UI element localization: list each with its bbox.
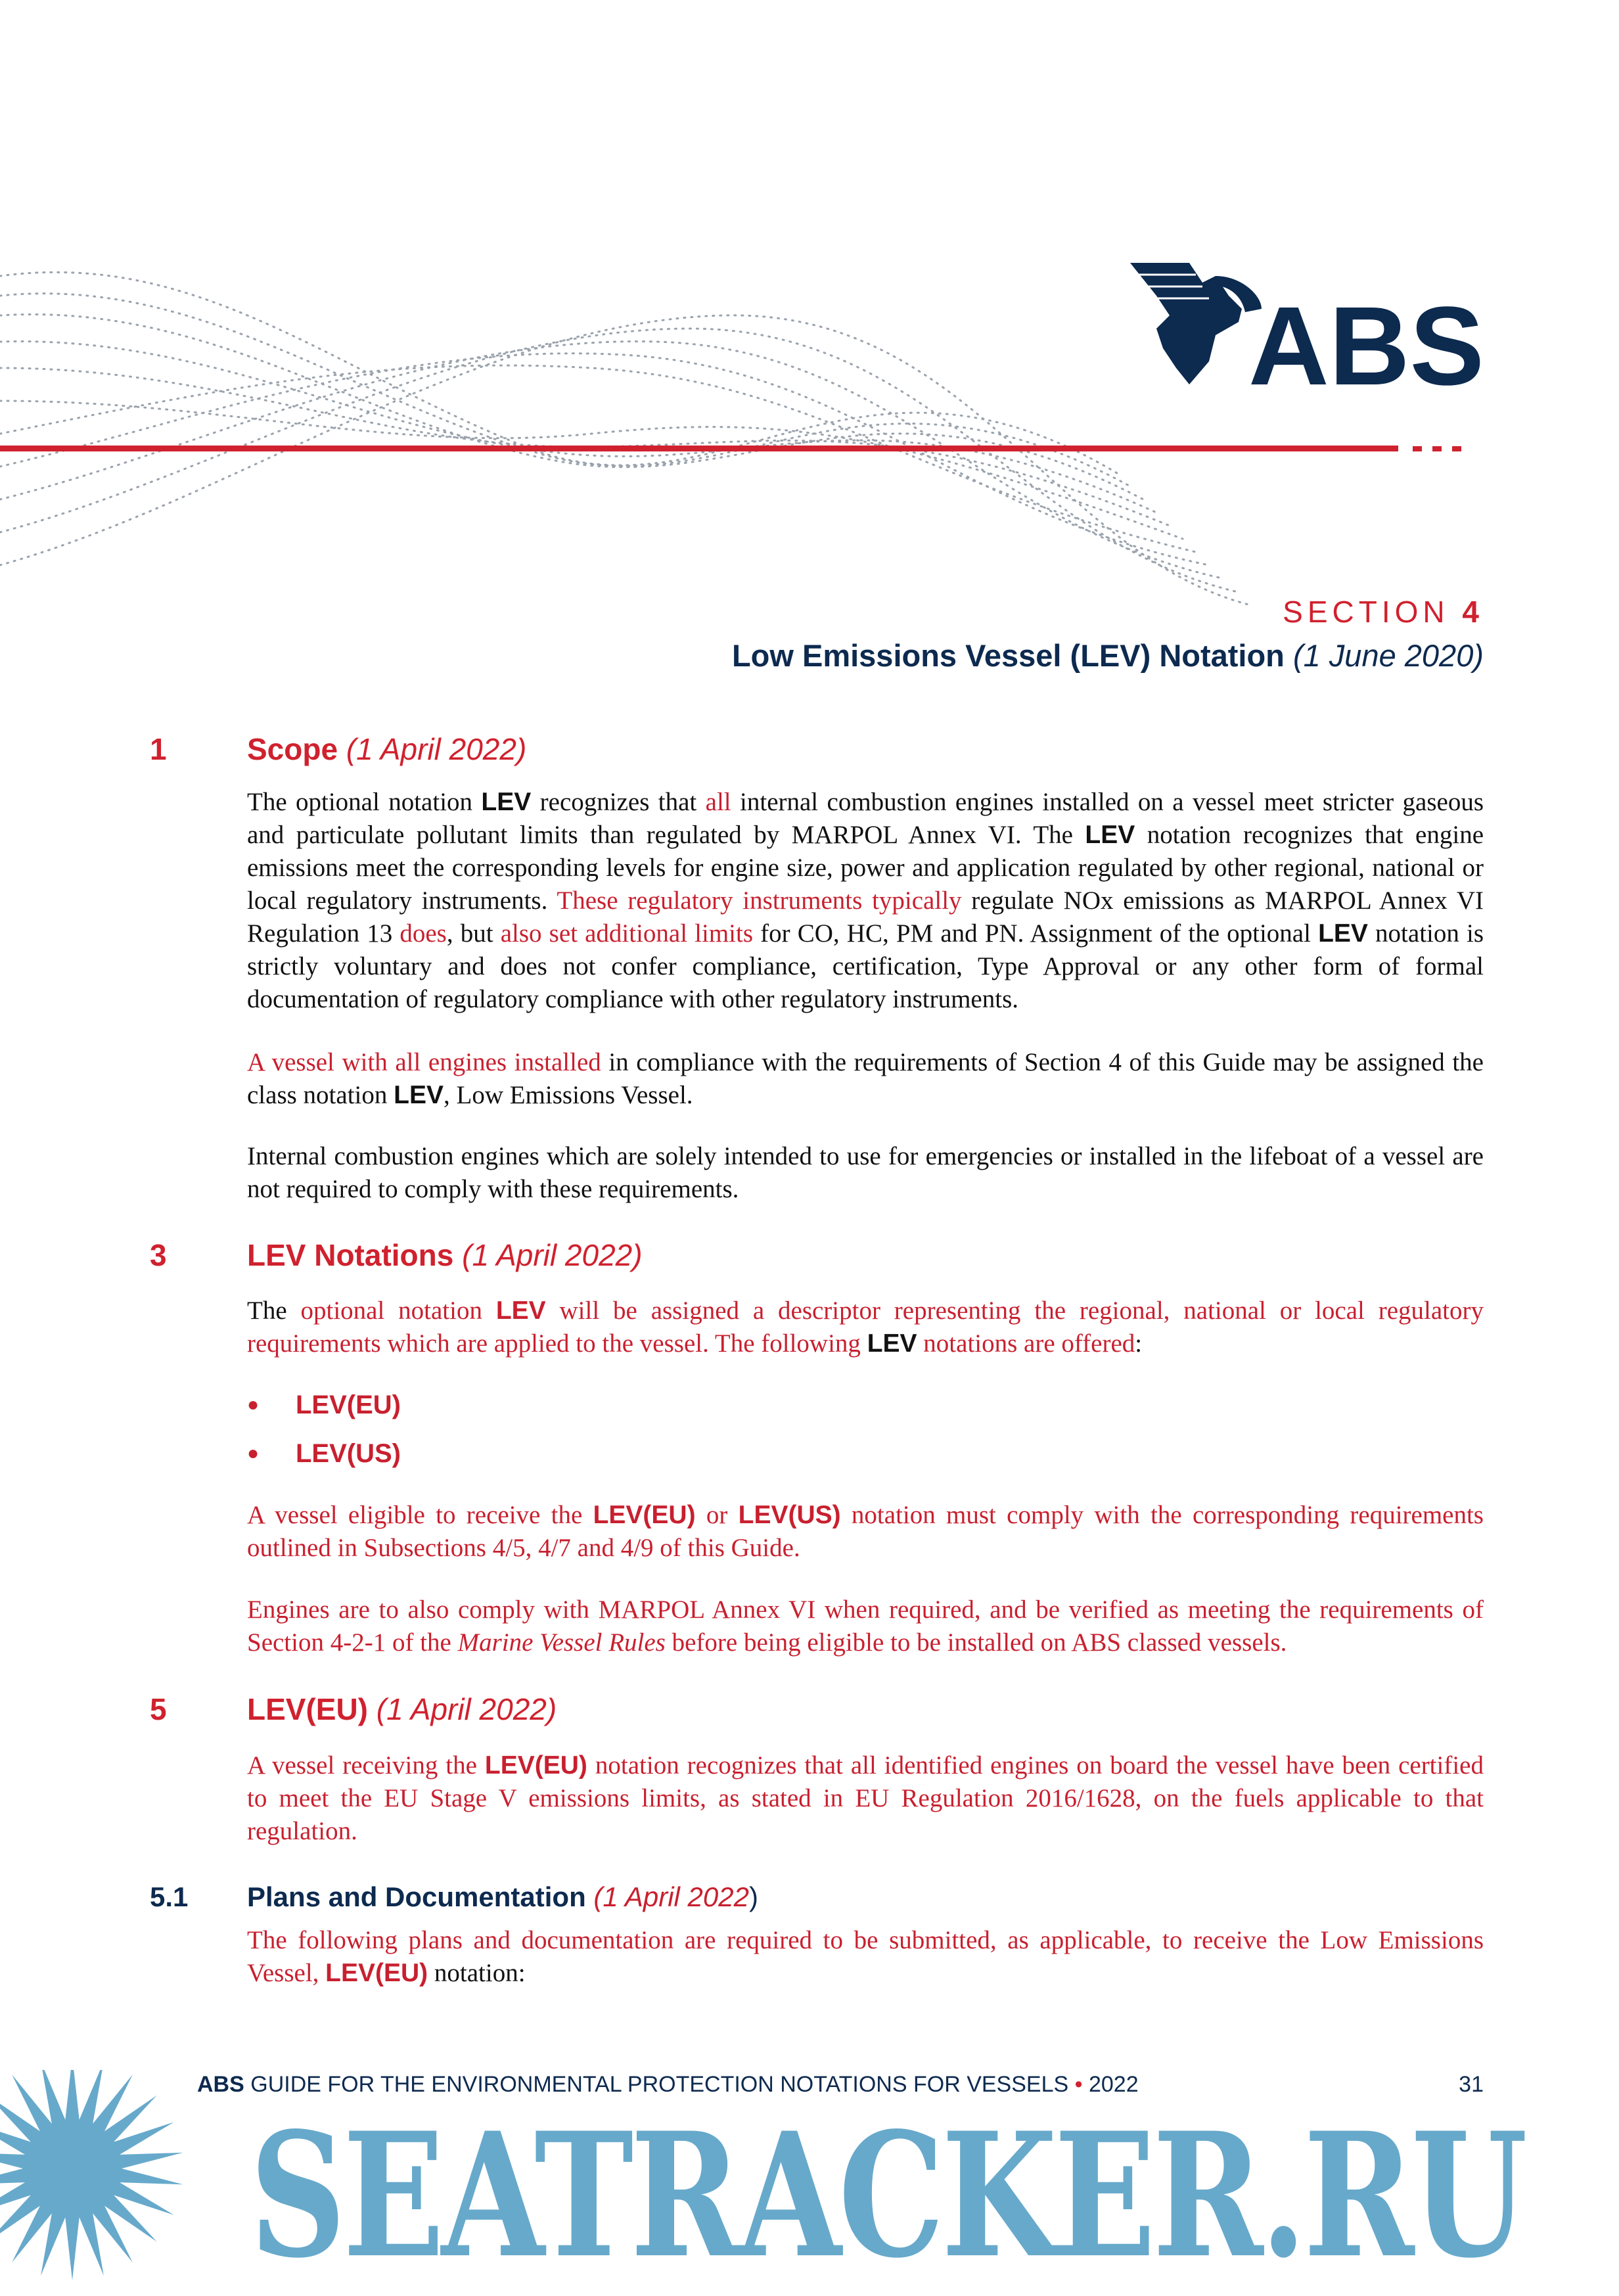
sunburst-shape: [0, 2070, 183, 2280]
text-run: internal combustion engines installed on a vessel meet stricter gaseous and particulate pollutant limits than regulated by MARPOL Annex VI. The: [247, 788, 1484, 849]
section-heading-lev-eu: 5 LEV(EU) (1 April 2022): [150, 1692, 557, 1726]
text-run: , Low Emissions Vessel.: [444, 1081, 693, 1109]
text-run: The: [247, 1297, 301, 1325]
notation-term: LEV: [481, 788, 532, 816]
header-rule-dot: [1432, 446, 1442, 451]
page-title: Low Emissions Vessel (LEV) Notation (1 June 2020): [731, 638, 1484, 673]
header-rule-dot: [1413, 446, 1422, 451]
text-run: A vessel receiving the: [247, 1751, 485, 1779]
text-run: for CO, HC, PM and PN. Assignment of the optional: [753, 919, 1319, 948]
text-run: :: [1135, 1329, 1143, 1358]
section-heading-lev-notations: 3 LEV Notations (1 April 2022): [150, 1238, 643, 1272]
text-run: will be assigned a descriptor representing the regional, national or local regulatory requirements which are applied to the vessel. The following: [247, 1297, 1484, 1358]
notation-term: LEV(EU): [593, 1501, 696, 1529]
notation-term: LEV(EU): [325, 1959, 428, 1987]
paragraph: [247, 1140, 1484, 1206]
paragraph: [247, 1295, 1484, 1360]
paragraph: [247, 1046, 1484, 1112]
notation-term: LEV(US): [738, 1501, 841, 1529]
footer-title: ABS GUIDE FOR THE ENVIRONMENTAL PROTECTION NOTATIONS FOR VESSELS • 2022: [197, 2072, 1139, 2097]
text-run: The optional notation: [247, 788, 482, 816]
text-run: The following plans and documentation are required to be submitted, as applicable, to receive the Low Emissions Vessel,: [247, 1926, 1484, 1987]
svg-text:ABS: ABS: [1248, 284, 1484, 394]
text-run: regulate NOx emissions as MARPOL Annex VI Regulation 13: [247, 886, 1484, 948]
text-run: notation must comply with the corresponding requirements outlined in Subsections 4/5, 4/7 and 4/9 of this Guide.: [247, 1501, 1484, 1562]
text-run: all: [705, 788, 731, 816]
notation-term: LEV: [867, 1329, 917, 1358]
page-number: 31: [1459, 2072, 1484, 2097]
notation-term: LEV: [495, 1297, 546, 1325]
paragraph: [247, 1594, 1484, 1659]
bullet-item: ● LEV(EU): [247, 1390, 401, 1419]
text-run: These regulatory instruments typically: [557, 886, 962, 915]
main-content: [150, 731, 1484, 1990]
header-red-rule: [0, 446, 1398, 451]
text-run: A vessel with all engines installed: [247, 1048, 601, 1076]
paragraph: [247, 1924, 1484, 1990]
text-run: Internal combustion engines which are solely intended to use for emergencies or installed in the lifeboat of a vessel are not required to comply with these requirements.: [247, 1142, 1484, 1203]
notation-term: LEV: [1085, 821, 1135, 849]
subsection-heading-plans-documentation: 5.1 Plans and Documentation (1 April 2022): [150, 1881, 758, 1912]
text-run: , but: [446, 919, 501, 948]
text-run: before being eligible to be installed on ABS classed vessels.: [665, 1628, 1287, 1657]
abs-eagle-logo: [1117, 256, 1485, 394]
text-run: notation:: [428, 1959, 526, 1987]
paragraph: [247, 1499, 1484, 1565]
text-run: notation is strictly voluntary and does not confer compliance, certification, Type Approval or any other form of formal documentation of regulatory compliance with other regulatory instruments.: [247, 919, 1484, 1013]
text-run: Marine Vessel Rules: [457, 1628, 666, 1657]
text-run: recognizes that: [531, 788, 706, 816]
text-run: notation recognizes that engine emissions meet the corresponding levels for engine size, power and application regulated by other regional, national or local regulatory instruments.: [247, 821, 1484, 915]
text-run: notation recognizes that all identified engines on board the vessel have been certified to meet the EU Stage V emissions limits, as stated in EU Regulation 2016/1628, on the fuels applicable to that regulation.: [247, 1751, 1484, 1845]
bullet-item: ● LEV(US): [247, 1439, 401, 1468]
text-run: also set additional limits: [500, 919, 754, 948]
text-run: optional notation: [300, 1297, 496, 1325]
text-run: in compliance with the requirements of Section 4 of this Guide may be assigned the class notation: [247, 1048, 1484, 1109]
text-run: Engines are to also comply with MARPOL Annex VI when required, and be verified as meeting the requirements of Section 4-2-1 of the: [247, 1596, 1484, 1657]
paragraph: [247, 1749, 1484, 1848]
watermark-text: SEATRACKER.RU: [250, 2096, 1525, 2296]
section-heading-scope: 1 Scope (1 April 2022): [150, 732, 527, 766]
header-rule-dot: [1452, 446, 1461, 451]
notation-term: LEV: [394, 1081, 444, 1109]
notation-term: LEV(EU): [484, 1751, 587, 1779]
paragraph: [247, 786, 1484, 1016]
notation-term: LEV: [1318, 919, 1368, 948]
text-run: does: [399, 919, 447, 948]
section-label: SECTION 4: [1283, 595, 1484, 629]
text-run: A vessel eligible to receive the: [247, 1501, 593, 1529]
text-run: or: [695, 1501, 739, 1529]
text-run: notations are offered: [917, 1329, 1135, 1358]
